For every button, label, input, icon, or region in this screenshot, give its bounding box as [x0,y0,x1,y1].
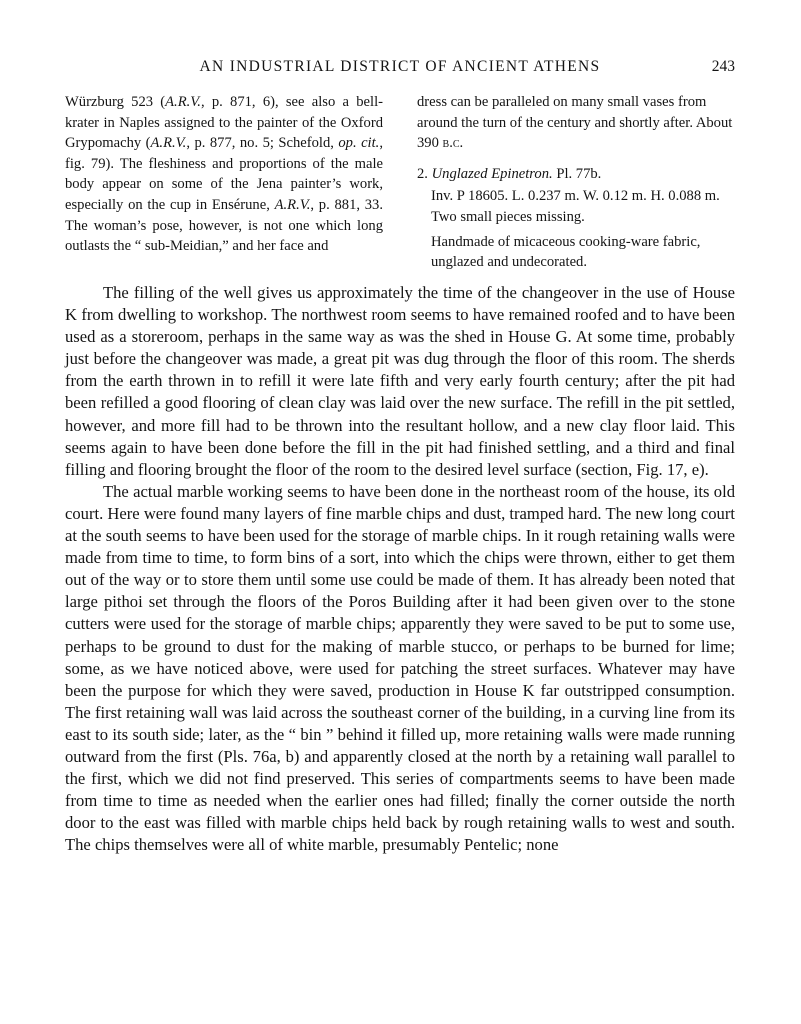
entry-description: Handmade of micaceous cooking-ware fabric, unglazed and undecorated. [431,233,701,271]
era-abbrev: b.c. [442,135,464,152]
text-segment: , fig. 79). The fleshiness and proportions of the male body appear on some of the Jena painter’s work, especially on the cup in Ensérune, [65,135,383,213]
citation-abbrev: A.R.V. [150,135,187,152]
running-title: AN INDUSTRIAL DISTRICT OF ANCIENT ATHENS [199,58,601,75]
citation-abbrev: op. cit. [338,135,380,152]
citation-abbrev: A.R.V. [165,94,201,110]
entry-title: Unglazed Epinetron. [431,165,553,182]
entry-meta: Inv. P 18605. L. 0.237 m. W. 0.12 m. H. 0.088 m. Two small pieces missing. [431,188,720,225]
page-number: 243 [711,58,735,75]
text-segment: , p. 877, no. 5; Schefold, [186,135,339,152]
text-segment: Würzburg 523 ( [65,94,166,110]
continuation-text: dress can be paralleled on many small vases from around the turn of the century and shortly after. About 390 b.c. [417,94,733,152]
citation-abbrev: A.R.V. [274,196,311,213]
main-body-text [65,282,735,856]
body-paragraph: The actual marble working seems to have been done in the northeast room of the house, its old court. Here were found many layers of fine marble chips and dust, tramped hard. The new long court at the south seems to have been used for the storage of marble chips. In it rough retaining walls were made from time to time, to form bins of a sort, into which the chips were thrown, either to get them out of the way or to store them until some use could be made of them. It has already been noted that large pithoi set through the floors of the Poros Building after it had been given over to the stone cutters were used for the storage of marble chips; apparently they were saved to be put to some use, perhaps to be ground to dust for the making of marble stucco, or perhaps to be burned for lime; some, as we have noticed above, were used for patching the street surfaces. Whatever may have been the purpose for which they were saved, production in House K far outstripped consumption. The first retaining wall was laid across the southeast corner of the building, in a curving line from its east to its south side; later, as the “ bin ” behind it filled up, more retaining walls were made running outward from the first (Pls. 76a, b) and apparently closed at the north by a retaining wall parallel to the first, which we did not find preserved. This series of compartments seems to have been made from time to time as needed when the earlier ones had filled; finally the corner outside the north door to the east was filled with marble chips held back by rough retaining walls to west and south. The chips themselves were all of white marble, presumably Pentelic; none [65,481,735,855]
catalogue-column-right [417,92,735,273]
entry-plate: Pl. 77b. [556,165,602,182]
page-header [65,58,735,80]
footnote-column-left [65,92,383,257]
text-segment: , p. 881, 33. The woman’s pose, however, is not one which long outlasts the “ sub-Meidian,” and her face and [65,196,384,255]
left-column-text [65,92,383,257]
body-paragraph: The filling of the well gives us approximately the time of the changeover in the use of House K from dwelling to workshop. The northwest room seems to have remained roofed and to have been used as a storeroom, perhaps in the same way as was the shed in House G. At some time, probably just before the changeover was made, a great pit was dug through the floor of this room. The sherds from the earth thrown in to refill it were late fifth and very early fourth century; after the pit had been refilled a good flooring of clean clay was laid over the new surface. The refill in the pit settled, however, and more fill had to be thrown into the resultant hollow, and a new clay floor laid. This seems again to have been done before the fill in the pit had finished settling, and a third and final filling and flooring brought the floor of the room to the desired level surface (section, Fig. 17, e). [65,283,735,479]
entry-number: 2. [417,165,428,182]
text-segment: , p. 871, 6), see also a bell-krater in Naples assigned to the painter of the Oxford Grypomachy ( [65,94,383,152]
catalogue-entry-heading [417,164,735,185]
